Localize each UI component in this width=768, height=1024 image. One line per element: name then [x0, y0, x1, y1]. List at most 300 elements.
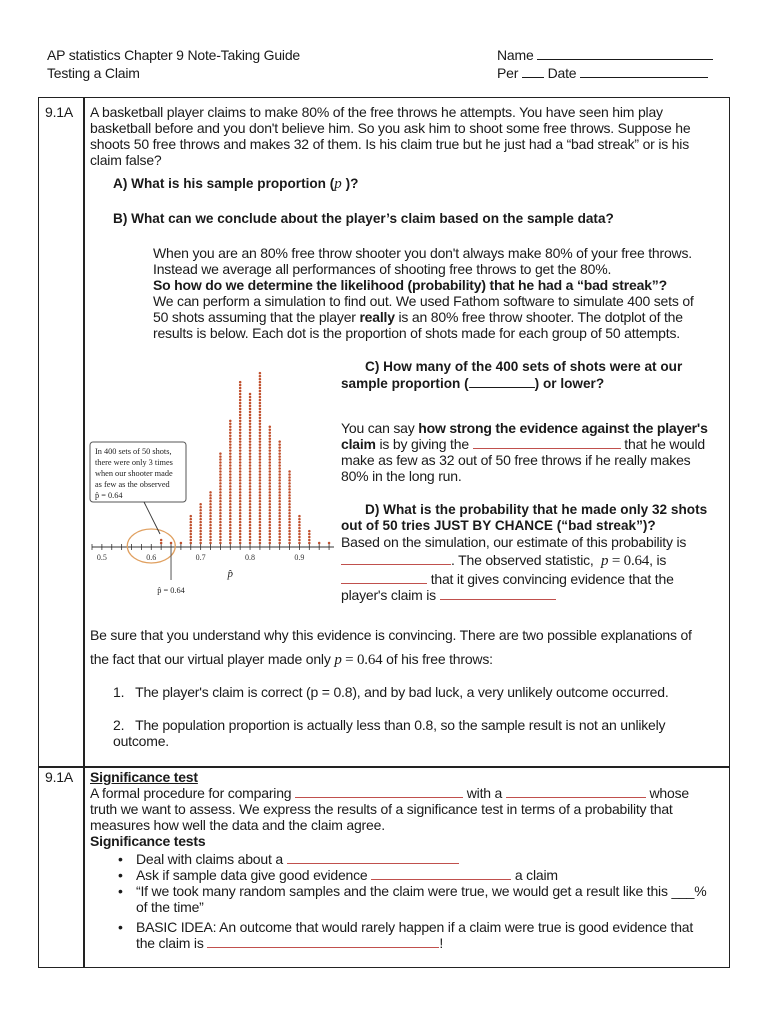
data-dot [278, 536, 281, 539]
data-dot [219, 512, 222, 515]
data-dot [269, 473, 272, 476]
data-dot [259, 509, 262, 512]
data-dot [229, 434, 232, 437]
data-dot [219, 542, 222, 545]
data-dot [239, 381, 242, 384]
bold-question: So how do we determine the likelihood (probability) that he had a “bad streak”? [153, 277, 667, 293]
data-dot [199, 521, 202, 524]
data-dot [259, 506, 262, 509]
data-dot [288, 494, 291, 497]
data-dot [219, 494, 222, 497]
data-dot [199, 506, 202, 509]
sim-line: 50 shots assuming that the player really is an 80% free throw shooter. The dotplot of the [153, 309, 683, 325]
data-dot [239, 390, 242, 393]
probability-estimate-blank[interactable] [341, 552, 451, 565]
probability-blank[interactable] [473, 436, 621, 449]
data-dot [269, 455, 272, 458]
data-dot [269, 485, 272, 488]
data-dot [160, 539, 163, 542]
data-dot [259, 530, 262, 533]
data-dot [259, 533, 262, 536]
data-dot [269, 530, 272, 533]
data-dot [269, 500, 272, 503]
simulation-paragraph [153, 245, 723, 341]
data-dot [278, 470, 281, 473]
comparing-blank[interactable] [295, 785, 463, 798]
data-dot [298, 533, 301, 536]
data-dot [249, 533, 252, 536]
data-dot [259, 458, 262, 461]
data-dot [269, 476, 272, 479]
data-dot [278, 497, 281, 500]
data-dot [239, 443, 242, 446]
data-dot [249, 491, 252, 494]
data-dot [259, 381, 262, 384]
data-dot [239, 494, 242, 497]
significance-heading: Significance test [90, 769, 198, 785]
unlikely-blank[interactable] [341, 571, 427, 584]
data-dot [199, 530, 202, 533]
data-dot [249, 482, 252, 485]
data-dot [249, 464, 252, 467]
data-dot [259, 440, 262, 443]
data-dot [190, 542, 193, 545]
data-dot [249, 467, 252, 470]
intro-paragraph [90, 104, 726, 168]
data-dot [249, 515, 252, 518]
data-dot [259, 405, 262, 408]
data-dot [269, 452, 272, 455]
data-dot [249, 449, 252, 452]
data-dot [239, 515, 242, 518]
data-dot [239, 440, 242, 443]
data-dot [190, 527, 193, 530]
annotation-text: In 400 sets of 50 shots, [95, 447, 172, 456]
data-dot [278, 515, 281, 518]
data-dot [259, 390, 262, 393]
significance-subheading: Significance tests [90, 833, 206, 849]
data-dot [269, 437, 272, 440]
bullet-icon: • [118, 883, 123, 899]
data-dot [278, 467, 281, 470]
intro-line: claim false? [90, 152, 162, 168]
data-dot [259, 512, 262, 515]
data-dot [278, 473, 281, 476]
data-dot [219, 533, 222, 536]
per-label: Per [497, 65, 519, 81]
explanation-2: 2. The population proportion is actually less than 0.8, so the sample result is not an unlikely outcome. [113, 717, 666, 749]
data-dot [269, 434, 272, 437]
data-dot [229, 509, 232, 512]
data-dot [190, 536, 193, 539]
data-dot [209, 515, 212, 518]
data-dot [219, 491, 222, 494]
para-line: When you are an 80% free throw shooter you don't always make 80% of your free throws. [153, 245, 692, 261]
data-dot [259, 470, 262, 473]
data-dot [229, 521, 232, 524]
data-dot [209, 539, 212, 542]
data-dot [269, 524, 272, 527]
data-dot [239, 491, 242, 494]
data-dot [239, 506, 242, 509]
question-a: A) What is his sample proportion (p )? [113, 176, 359, 192]
data-dot [269, 426, 272, 429]
data-dot [199, 509, 202, 512]
data-dot [219, 506, 222, 509]
data-dot [288, 503, 291, 506]
question-b: B) What can we conclude about the player’s claim based on the sample data? [113, 211, 614, 226]
data-dot [249, 434, 252, 437]
data-dot [199, 542, 202, 545]
data-dot [298, 521, 301, 524]
bullet-item: Deal with claims about a [136, 851, 459, 867]
data-dot [219, 509, 222, 512]
data-dot [269, 539, 272, 542]
parameter-blank[interactable] [287, 851, 459, 864]
data-dot [229, 467, 232, 470]
intro-line: shoots 50 free throws and makes 32 of them. Is his claim true but he just had a “bad streak” or is his [90, 136, 690, 152]
data-dot [209, 494, 212, 497]
data-dot [239, 408, 242, 411]
data-dot [259, 503, 262, 506]
intro-line: A basketball player claims to make 80% of the free throws he attempts. You have seen him play [90, 104, 663, 120]
data-dot [249, 437, 252, 440]
data-dot [219, 470, 222, 473]
data-dot [199, 503, 202, 506]
data-dot [239, 387, 242, 390]
data-dot [219, 524, 222, 527]
data-dot [269, 527, 272, 530]
data-dot [288, 485, 291, 488]
data-dot [269, 518, 272, 521]
bullet-item: Ask if sample data give good evidence a claim [136, 867, 558, 883]
data-dot [288, 524, 291, 527]
data-dot [239, 431, 242, 434]
data-dot [219, 503, 222, 506]
name-field[interactable] [497, 46, 713, 64]
data-dot [239, 524, 242, 527]
data-dot [239, 536, 242, 539]
data-dot [239, 458, 242, 461]
data-dot [209, 518, 212, 521]
data-dot [259, 482, 262, 485]
data-dot [249, 536, 252, 539]
data-dot [229, 458, 232, 461]
data-dot [278, 479, 281, 482]
data-dot [249, 402, 252, 405]
data-dot [229, 503, 232, 506]
data-dot [239, 473, 242, 476]
data-dot [239, 423, 242, 426]
data-dot [229, 429, 232, 432]
data-dot [259, 393, 262, 396]
data-dot [219, 482, 222, 485]
data-dot [259, 464, 262, 467]
bullet-icon: • [118, 851, 123, 867]
data-dot [269, 467, 272, 470]
data-dot [239, 399, 242, 402]
data-dot [269, 458, 272, 461]
data-dot [239, 479, 242, 482]
data-dot [229, 461, 232, 464]
data-dot [249, 512, 252, 515]
data-dot [229, 512, 232, 515]
data-dot [229, 536, 232, 539]
data-dot [259, 452, 262, 455]
data-dot [229, 479, 232, 482]
data-dot [269, 503, 272, 506]
data-dot [259, 494, 262, 497]
data-dot [259, 518, 262, 521]
data-dot [249, 470, 252, 473]
data-dot [269, 482, 272, 485]
data-dot [239, 509, 242, 512]
data-dot [229, 431, 232, 434]
data-dot [199, 515, 202, 518]
data-dot [249, 420, 252, 423]
data-dot [288, 518, 291, 521]
bullet-item: BASIC IDEA: An outcome that would rarely happen if a claim were true is good evidence that the claim is ! [136, 919, 694, 951]
section-code-1: 9.1A [45, 104, 73, 120]
sim-line: results is below. Each dot is the proportion of shots made for each group of 50 attempts. [153, 325, 680, 341]
data-dot [259, 539, 262, 542]
data-dot [239, 482, 242, 485]
intro-line: basketball before and you don't believe him. So you ask him to shoot some free throws. Suppose he [90, 120, 691, 136]
data-dot [209, 530, 212, 533]
data-dot [269, 521, 272, 524]
data-dot [229, 482, 232, 485]
per-date-field[interactable] [497, 64, 708, 82]
data-dot [278, 446, 281, 449]
data-dot [269, 515, 272, 518]
data-dot [249, 473, 252, 476]
data-dot [288, 479, 291, 482]
data-dot [298, 542, 301, 545]
data-dot [278, 494, 281, 497]
data-dot [249, 524, 252, 527]
data-dot [239, 542, 242, 545]
data-dot [278, 488, 281, 491]
data-dot [259, 414, 262, 417]
data-dot [269, 431, 272, 434]
data-dot [288, 542, 291, 545]
data-dot [219, 500, 222, 503]
data-dot [298, 518, 301, 521]
doc-subtitle: Testing a Claim [47, 65, 140, 81]
data-dot [288, 539, 291, 542]
name-label: Name [497, 47, 534, 63]
annotation-text: there were only 3 times [95, 458, 173, 467]
data-dot [259, 434, 262, 437]
false-blank[interactable] [207, 935, 439, 948]
section-code-2: 9.1A [45, 769, 73, 785]
data-dot [249, 497, 252, 500]
tick-label: 0.9 [294, 553, 305, 562]
data-dot [259, 449, 262, 452]
data-dot [249, 509, 252, 512]
data-dot [269, 494, 272, 497]
data-dot [259, 536, 262, 539]
data-dot [249, 396, 252, 399]
data-dot [259, 443, 262, 446]
data-dot [259, 411, 262, 414]
bullet-icon: • [118, 867, 123, 883]
data-dot [269, 506, 272, 509]
sample-proportion-blank[interactable] [469, 375, 535, 388]
data-dot [239, 393, 242, 396]
data-dot [288, 470, 291, 473]
name-blank [537, 47, 713, 60]
data-dot [259, 384, 262, 387]
data-dot [269, 488, 272, 491]
data-dot [259, 497, 262, 500]
data-dot [249, 530, 252, 533]
data-dot [249, 500, 252, 503]
data-dot [269, 533, 272, 536]
data-dot [209, 521, 212, 524]
data-dot [249, 488, 252, 491]
data-dot [239, 497, 242, 500]
data-dot [239, 512, 242, 515]
data-dot [308, 530, 311, 533]
data-dot [259, 426, 262, 429]
data-dot [229, 542, 232, 545]
data-dot [259, 420, 262, 423]
against-blank[interactable] [371, 867, 511, 880]
evidence-paragraph: You can say how strong the evidence against the player's claim is by giving the that he would make as few as 32 out of 50 free throws if he really makes 80% in the long run. [341, 420, 708, 484]
data-dot [259, 515, 262, 518]
data-dot [249, 399, 252, 402]
d-answer-paragraph: Based on the simulation, our estimate of this probability is . The observed statistic, p = 0.64, is that it gives convincing evidence that the player's claim is [341, 534, 687, 603]
data-dot [259, 399, 262, 402]
data-dot [298, 536, 301, 539]
data-dot [229, 506, 232, 509]
data-dot [269, 479, 272, 482]
tick-label: 0.8 [245, 553, 256, 562]
data-dot [249, 414, 252, 417]
data-dot [298, 539, 301, 542]
data-dot [259, 467, 262, 470]
date-blank [580, 65, 708, 78]
data-dot [298, 524, 301, 527]
data-dot [249, 521, 252, 524]
explanation-1: 1. The player's claim is correct (p = 0.8), and by bad luck, a very unlikely outcome occurred. [113, 684, 669, 700]
data-dot [259, 402, 262, 405]
data-dot [229, 515, 232, 518]
data-dot [278, 491, 281, 494]
data-dot [229, 437, 232, 440]
data-dot [239, 414, 242, 417]
data-dot [239, 503, 242, 506]
data-dot [209, 509, 212, 512]
data-dot [229, 530, 232, 533]
data-dot [219, 485, 222, 488]
data-dot [249, 452, 252, 455]
data-dot [199, 539, 202, 542]
data-dot [249, 429, 252, 432]
data-dot [259, 461, 262, 464]
data-dot [288, 473, 291, 476]
data-dot [278, 449, 281, 452]
data-dot [229, 443, 232, 446]
data-dot [249, 440, 252, 443]
dotplot-svg [88, 360, 338, 605]
data-dot [229, 533, 232, 536]
data-dot [219, 464, 222, 467]
data-dot [259, 408, 262, 411]
data-dot [239, 488, 242, 491]
data-dot [259, 417, 262, 420]
data-dot [239, 476, 242, 479]
data-dot [190, 530, 193, 533]
data-dot [229, 473, 232, 476]
data-dot [239, 405, 242, 408]
data-dot [259, 372, 262, 375]
data-dot [249, 417, 252, 420]
data-dot [269, 464, 272, 467]
data-dot [259, 500, 262, 503]
doc-title: AP statistics Chapter 9 Note-Taking Guide [47, 47, 301, 63]
data-dot [288, 506, 291, 509]
question-d: D) What is the probability that he made only 32 shots out of 50 tries JUST BY CHANCE (“bad streak”)? [341, 502, 708, 533]
data-dot [278, 512, 281, 515]
data-dot [239, 533, 242, 536]
data-dot [219, 479, 222, 482]
data-dot [278, 527, 281, 530]
data-dot [318, 542, 321, 545]
data-dot [249, 393, 252, 396]
data-dot [259, 542, 262, 545]
data-dot [249, 542, 252, 545]
data-dot [308, 536, 311, 539]
per-blank [522, 65, 544, 78]
data-dot [259, 488, 262, 491]
data-dot [269, 440, 272, 443]
data-dot [249, 411, 252, 414]
data-dot [288, 500, 291, 503]
data-dot [288, 527, 291, 530]
data-dot [249, 443, 252, 446]
data-dot [239, 429, 242, 432]
data-dot [288, 536, 291, 539]
data-dot [209, 503, 212, 506]
annotation-text: p̂ = 0.64 [95, 491, 123, 500]
data-dot [259, 437, 262, 440]
data-dot [269, 449, 272, 452]
data-dot [209, 500, 212, 503]
tick-label: 0.6 [146, 553, 157, 562]
sim-line: We can perform a simulation to find out. We used Fathom software to simulate 400 sets of [153, 293, 694, 309]
claim-blank[interactable] [506, 785, 646, 798]
data-dot [269, 461, 272, 464]
claim-status-blank[interactable] [440, 587, 556, 600]
data-dot [229, 420, 232, 423]
data-dot [288, 515, 291, 518]
data-dot [269, 429, 272, 432]
data-dot [229, 491, 232, 494]
data-dot [219, 476, 222, 479]
data-dot [219, 518, 222, 521]
data-dot [219, 521, 222, 524]
data-dot [199, 518, 202, 521]
data-dot [219, 461, 222, 464]
data-dot [180, 542, 183, 545]
data-dot [229, 446, 232, 449]
data-dot [259, 476, 262, 479]
data-dot [249, 485, 252, 488]
data-dot [239, 518, 242, 521]
data-dot [269, 512, 272, 515]
